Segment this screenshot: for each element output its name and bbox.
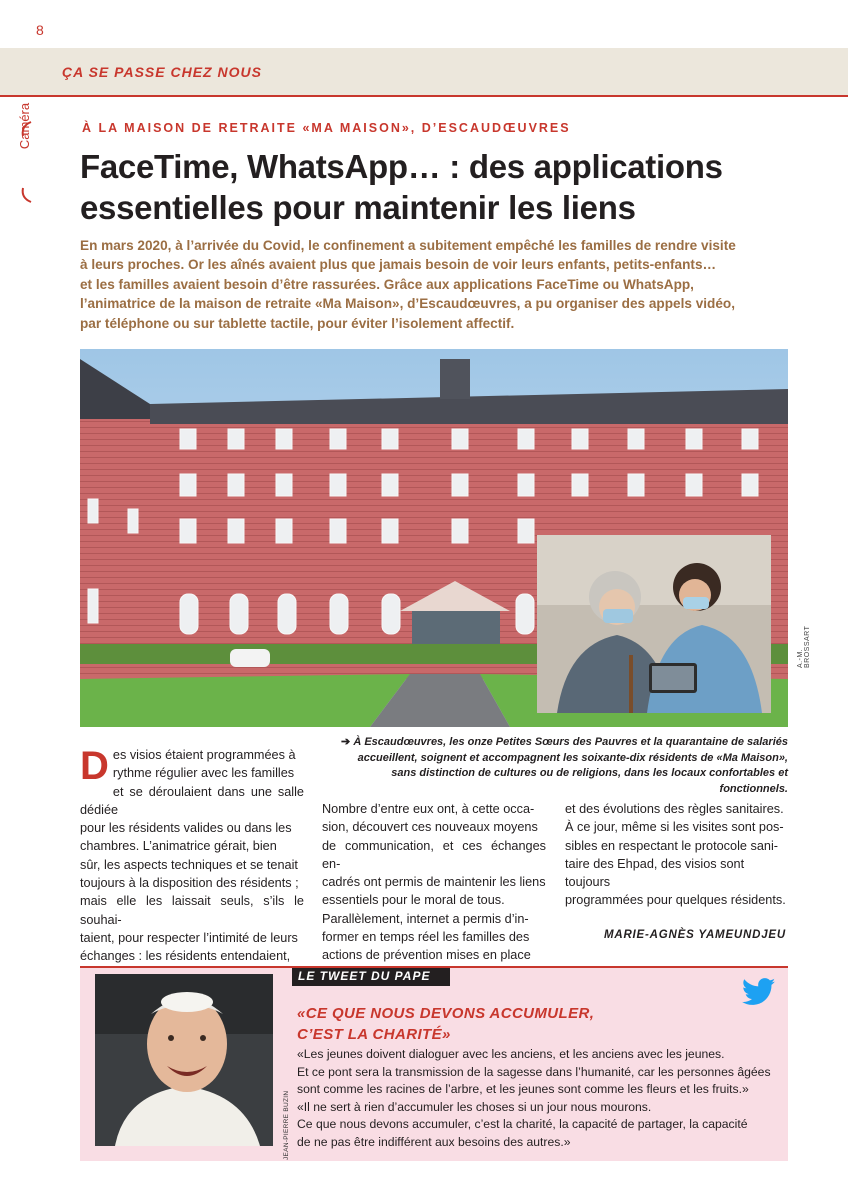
- body-line: toujours à la disposition des résidents ;: [80, 876, 299, 891]
- tweet-line: de ne pas être indifférent aux besoins des autres.»: [297, 1134, 571, 1149]
- article-intro: [80, 236, 790, 333]
- body-line: es visios étaient programmées à: [112, 748, 296, 762]
- intro-line: à leurs proches. Or les aînés avaient plus que jamais besoin de voir leurs enfants, petits-enfants…: [80, 257, 717, 273]
- care-inset-photo: [537, 535, 771, 713]
- body-line: former en temps réel les familles des: [322, 930, 530, 945]
- body-line: actions de prévention mises en place: [322, 948, 531, 963]
- body-line: Nombre d’entre eux ont, à cette occa-: [322, 802, 535, 816]
- body-line: essentiels pour le moral de tous.: [322, 893, 505, 908]
- article-headline: [80, 146, 800, 228]
- quote-title-line: C’EST LA CHARITÉ»: [297, 1026, 451, 1043]
- intro-line: En mars 2020, à l’arrivée du Covid, le confinement a subitement empêché les familles de rendre visite: [80, 238, 736, 253]
- caption-text: À Escaudœuvres, les onze Petites Sœurs des Pauvres et la quarantaine de salariés: [353, 736, 788, 748]
- body-line: et se déroulaient dans une salle dédiée: [80, 784, 304, 817]
- body-line: pour les résidents valides ou dans les: [80, 821, 292, 836]
- tweet-line: «Il ne sert à rien d’accumuler les choses si un jour nous mourons.: [297, 1099, 652, 1114]
- section-title: ÇA SE PASSE CHEZ NOUS: [62, 64, 262, 80]
- twitter-bird-icon: [742, 978, 776, 1006]
- body-line: mais elle les laissait seuls, s’ils le souhai-: [80, 894, 304, 927]
- tweet-line: Et ce pont sera la transmission de la sagesse dans l’humanité, car les personnes âgées: [297, 1064, 771, 1079]
- arrow-right-icon: ➔: [341, 736, 351, 748]
- body-line: et des évolutions des règles sanitaires.: [565, 802, 784, 816]
- headline-line: FaceTime, WhatsApp… : des applications: [80, 148, 723, 185]
- article-kicker: À LA MAISON DE RETRAITE «MA MAISON», D’ESCAUDŒUVRES: [82, 121, 571, 135]
- page-number: 8: [36, 22, 44, 38]
- body-line: À ce jour, même si les visites sont pos-: [565, 820, 784, 835]
- body-line: taient, pour respecter l’intimité de leurs: [80, 930, 298, 945]
- body-line: sûr, les aspects techniques et se tenait: [80, 857, 298, 872]
- body-line: de communication, et ces échanges en-: [322, 838, 546, 871]
- caption-line: accueillent, soignent et accompagnent les soixante-dix résidents de «Ma Maison»,: [357, 751, 788, 764]
- intro-line: par téléphone ou sur tablette tactile, pour éviter l’isolement affectif.: [80, 315, 515, 331]
- rubric-label: Caméra: [17, 102, 32, 150]
- headline-line: essentielles pour maintenir les liens: [80, 189, 636, 226]
- body-line: sibles en respectant le protocole sani-: [565, 838, 778, 853]
- tweet-line: Ce que nous devons accumuler, c’est la charité, la capacité de partager, la capacité: [297, 1117, 748, 1132]
- caption-line: sans distinction de cultures ou de religions, dans les locaux confortables et fonctionnels.: [391, 767, 788, 795]
- pope-photo: [95, 974, 273, 1146]
- caption-line: [330, 735, 788, 751]
- body-line: Parallèlement, internet a permis d’in-: [322, 911, 529, 926]
- section-rule: [0, 95, 848, 97]
- article-column-2: [322, 800, 546, 965]
- intro-line: l’animatrice de la maison de retraite «Ma Maison», d’Escaudœuvres, a pu organiser des appels vidéo,: [80, 296, 735, 312]
- body-line: taire des Ehpad, des visios sont toujours: [565, 856, 745, 890]
- tweet-quote-title: [297, 1003, 767, 1045]
- article-column-3: [565, 800, 789, 910]
- drop-cap: D: [80, 744, 109, 788]
- body-line: échanges : les résidents entendaient,: [80, 949, 291, 964]
- body-line: programmées pour quelques résidents.: [565, 893, 786, 908]
- tweet-line: «Les jeunes doivent dialoguer avec les anciens, et les anciens avec les jeunes.: [297, 1047, 725, 1061]
- photo-caption: [330, 735, 788, 797]
- tweet-label: LE TWEET DU PAPE: [298, 969, 431, 983]
- tweet-line: sont comme les racines de l’arbre, et les jeunes sont comme les fleurs et les fruits.»: [297, 1082, 749, 1097]
- body-line: sion, découvert ces nouveaux moyens: [322, 820, 538, 835]
- body-line: rythme régulier avec les familles: [112, 766, 295, 781]
- intro-line: et les familles avaient besoin d’être rassurées. Grâce aux applications FaceTime ou WhatsApp,: [80, 276, 694, 292]
- article-column-1: [80, 746, 304, 1002]
- pope-photo-credit: JEAN-PIERRE BUZIN: [283, 1090, 290, 1160]
- article-author: MARIE-AGNÈS YAMEUNDJEU: [603, 929, 786, 941]
- body-line: cadrés ont permis de maintenir les liens: [322, 875, 546, 890]
- body-line: chambres. L’animatrice gérait, bien: [80, 839, 277, 854]
- quote-title-line: «CE QUE NOUS DEVONS ACCUMULER,: [297, 1005, 595, 1022]
- photo-credit: A.-M. BROSSART: [797, 625, 811, 668]
- tweet-body: [297, 1046, 777, 1152]
